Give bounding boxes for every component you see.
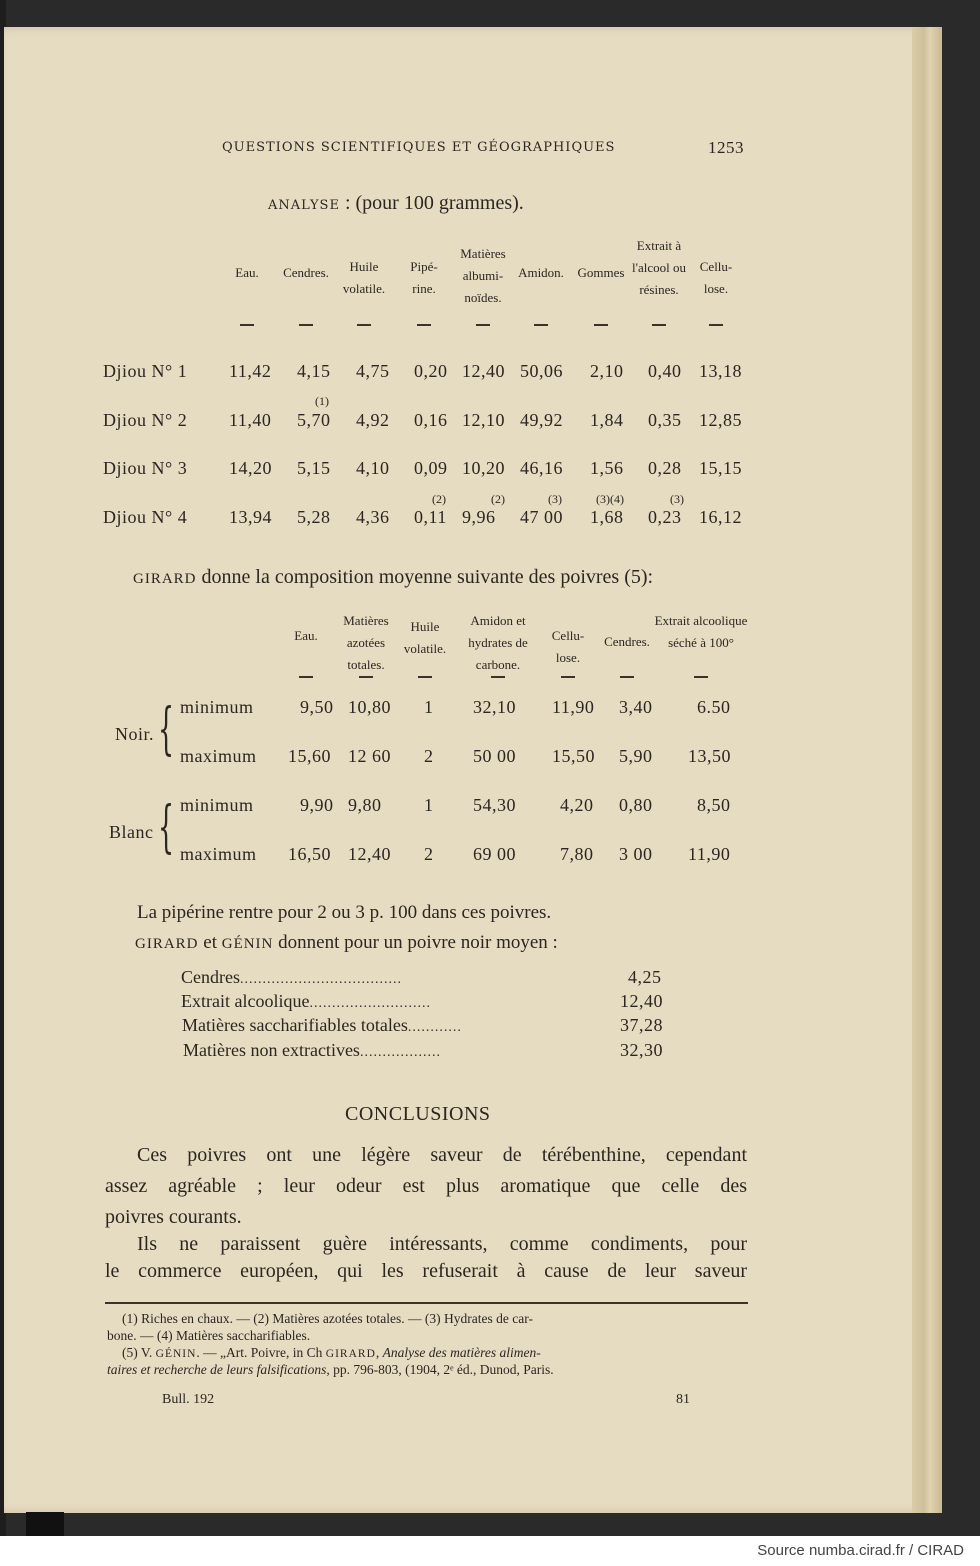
- table1-cell: 12,85: [699, 410, 742, 430]
- table1-cell: 47 00: [520, 507, 563, 527]
- table1-cell: 0,20: [414, 361, 448, 381]
- curly-brace: {: [158, 795, 175, 860]
- table1-col-header: Extrait à l'alcool ou résines.: [632, 238, 686, 297]
- table2-cell: 3,40: [619, 697, 653, 717]
- table2-cell: 9,50: [300, 697, 334, 717]
- table1-col-header: Huile volatile.: [342, 259, 386, 296]
- conclusion-line: poivres courants.: [105, 1206, 242, 1228]
- column-dash: [709, 324, 723, 326]
- table2-cell: 1: [424, 697, 434, 717]
- table2-cell: 3 00: [619, 844, 653, 864]
- table1-cell: 4,10: [356, 458, 390, 478]
- table1-col-header: Cendres.: [283, 265, 329, 280]
- table2-col-header: Extrait alcoolique séché à 100°: [654, 613, 748, 650]
- average-row: [182, 1015, 462, 1036]
- average-row: [183, 1040, 441, 1061]
- table1-cell: 11,40: [229, 410, 272, 430]
- average-value: 12,40: [620, 991, 663, 1011]
- column-dash: [594, 324, 608, 326]
- average-row: [181, 991, 431, 1012]
- table1-cell: 0,09: [414, 458, 448, 478]
- leader-dots: ....................................: [239, 972, 402, 987]
- girard-genin-line: [135, 932, 558, 954]
- table2-row-label: minimum: [180, 795, 254, 815]
- average-row: [181, 967, 402, 988]
- dark-corner: [26, 1512, 64, 1536]
- column-dash: [240, 324, 254, 326]
- table1-col-header: Gommes: [577, 265, 625, 280]
- column-dash: [694, 676, 708, 678]
- table1-cell: 0,35: [648, 410, 682, 430]
- table1-col-header: Cellu- lose.: [699, 259, 733, 296]
- fn3-a: (5) V.: [122, 1345, 156, 1360]
- table1-cell: 15,15: [699, 458, 742, 478]
- table1-cell: 13,94: [229, 507, 272, 527]
- table2-group-label: Noir.: [115, 724, 155, 744]
- table2-cell: 69 00: [473, 844, 516, 864]
- table2-cell: 9,80: [348, 795, 382, 815]
- column-dash: [299, 676, 313, 678]
- table2-row-label: minimum: [180, 697, 254, 717]
- girard-name: GIRARD: [133, 571, 197, 587]
- table1-col-header: Pipé- rine.: [410, 259, 438, 296]
- average-label: Matières non extractives: [183, 1040, 360, 1060]
- table2-cell: 54,30: [473, 795, 516, 815]
- analyse-label: ANALYSE: [268, 198, 340, 213]
- note-marker: (3)(4): [596, 492, 624, 506]
- footnote-line-2: bone. — (4) Matières saccharifiables.: [107, 1328, 311, 1343]
- table1-cell: 16,12: [699, 507, 742, 527]
- table1-col-header: Amidon.: [518, 265, 564, 280]
- table2-cell: 7,80: [560, 844, 594, 864]
- table2-col-header: Amidon et hydrates de carbone.: [468, 613, 528, 672]
- table1-cell: 0,40: [648, 361, 682, 381]
- table2-col-header: Huile volatile.: [403, 619, 447, 656]
- table1-cell: 0,11: [414, 507, 447, 527]
- table1-cell: 4,75: [356, 361, 390, 381]
- table1-row-label: Djiou N° 4: [103, 507, 188, 527]
- footnote-line-4: [107, 1362, 554, 1378]
- table2-col-header: Eau.: [294, 628, 318, 643]
- table2-cell: 9,90: [300, 795, 334, 815]
- table2-cell: 15,60: [288, 746, 331, 766]
- table2-cell: 10,80: [348, 697, 391, 717]
- table1-cell: 12,10: [462, 410, 505, 430]
- table1-col-header: Eau.: [235, 265, 259, 280]
- table2-cell: 2: [424, 746, 434, 766]
- analyse-rest: : (pour 100 grammes).: [339, 192, 524, 214]
- page-stack-edge: [912, 27, 942, 1513]
- table2-cell: 50 00: [473, 746, 516, 766]
- table2-cell: 11,90: [552, 697, 595, 717]
- table1-cell: 5,70: [297, 410, 331, 430]
- fn3-title: Analyse des matières alimen-: [382, 1345, 541, 1360]
- girard-genin-mid: et: [198, 932, 222, 953]
- table2-cell: 13,50: [688, 746, 731, 766]
- table1-cell: 1,68: [590, 507, 624, 527]
- table1-cell: 10,20: [462, 458, 505, 478]
- table2-cell: 2: [424, 844, 434, 864]
- analyse-title: [268, 192, 524, 215]
- table2-row-label: maximum: [180, 746, 257, 766]
- table2-row-label: maximum: [180, 844, 257, 864]
- source-label: Source numba.cirad.fr / CIRAD: [757, 1542, 964, 1559]
- table2-cell: 1: [424, 795, 434, 815]
- table2-cell: 11,90: [688, 844, 731, 864]
- table2-cell: 16,50: [288, 844, 331, 864]
- fn3-girard: GIRARD: [325, 1348, 376, 1360]
- table1-cell: 50,06: [520, 361, 563, 381]
- table2-cell: 8,50: [697, 795, 731, 815]
- column-dash: [359, 676, 373, 678]
- table1-cell: 14,20: [229, 458, 272, 478]
- column-dash: [534, 324, 548, 326]
- table1-cell: 0,23: [648, 507, 682, 527]
- table1-cell: 2,10: [590, 361, 624, 381]
- table2-col-header: Cendres.: [604, 634, 650, 649]
- girard-intro-text: donne la composition moyenne suivante des poivres (5):: [196, 566, 654, 588]
- table1-cell: 4,36: [356, 507, 390, 527]
- table2-col-header: Cellu- lose.: [551, 628, 585, 665]
- conclusions-title: CONCLUSIONS: [345, 1103, 491, 1125]
- table1-cell: 1,56: [590, 458, 624, 478]
- fn3-c: . — „Art. Poivre, in Ch: [196, 1345, 326, 1360]
- table1-cell: 11,42: [229, 361, 272, 381]
- note-marker: (3): [548, 492, 562, 506]
- table1-col-header: Matières albumi- noïdes.: [460, 246, 506, 305]
- table2-col-header: Matières azotées totales.: [343, 613, 389, 672]
- table2-cell: 12,40: [348, 844, 391, 864]
- note-marker: (2): [432, 492, 446, 506]
- column-dash: [561, 676, 575, 678]
- table1-row-label: Djiou N° 2: [103, 410, 188, 430]
- column-dash: [476, 324, 490, 326]
- running-title: QUESTIONS SCIENTIFIQUES ET GÉOGRAPHIQUES: [222, 140, 616, 155]
- leader-dots: ...........................: [309, 996, 431, 1011]
- column-dash: [299, 324, 313, 326]
- fn4-title: taires et recherche de leurs falsifications: [107, 1362, 327, 1377]
- table2-cell: 15,50: [552, 746, 595, 766]
- table1-cell: 12,40: [462, 361, 505, 381]
- piperine-text: La pipérine rentre pour 2 ou 3 p. 100 dans ces poivres.: [137, 902, 552, 923]
- table2-cell: 12 60: [348, 746, 391, 766]
- note-marker: (3): [670, 492, 684, 506]
- table1-cell: 46,16: [520, 458, 563, 478]
- table1-cell: 0,16: [414, 410, 448, 430]
- table1-cell: 13,18: [699, 361, 742, 381]
- column-dash: [418, 676, 432, 678]
- table1-cell: 9,96: [462, 507, 496, 527]
- footnote-line-3: [122, 1345, 541, 1361]
- average-label: Cendres: [181, 967, 240, 987]
- footnote-rule: [105, 1302, 748, 1304]
- table1-cell: 1,84: [590, 410, 624, 430]
- column-dash: [491, 676, 505, 678]
- average-value: 4,25: [628, 967, 662, 987]
- table2-cell: 6.50: [697, 697, 731, 717]
- table2-cell: 32,10: [473, 697, 516, 717]
- column-dash: [357, 324, 371, 326]
- average-label: Extrait alcoolique: [181, 991, 310, 1011]
- column-dash: [620, 676, 634, 678]
- note-marker: (2): [491, 492, 505, 506]
- table1-row-label: Djiou N° 1: [103, 361, 188, 381]
- curly-brace: {: [158, 697, 175, 762]
- fn3-genin: GÉNIN: [155, 1348, 197, 1360]
- conclusion-line: assez agréable ; leur odeur est plus aromatique que celle des: [105, 1175, 747, 1197]
- table2-cell: 0,80: [619, 795, 653, 815]
- source-bar: [0, 1536, 980, 1566]
- page-number: 1253: [708, 138, 744, 157]
- conclusion-line: Ces poivres ont une légère saveur de térébenthine, cependant: [137, 1144, 747, 1166]
- girard-name-2: GIRARD: [135, 936, 199, 952]
- footnote-line-1: (1) Riches en chaux. — (2) Matières azotées totales. — (3) Hydrates de car-: [122, 1311, 533, 1326]
- conclusion-line: le commerce européen, qui les refuserait à cause de leur saveur: [105, 1260, 747, 1282]
- fn3-e: ,: [375, 1345, 383, 1360]
- table2-cell: 4,20: [560, 795, 594, 815]
- girard-intro: [133, 566, 653, 589]
- column-dash: [652, 324, 666, 326]
- table2-group-label: Blanc: [109, 822, 154, 842]
- table2-cell: 5,90: [619, 746, 653, 766]
- column-dash: [417, 324, 431, 326]
- leader-dots: ..................: [359, 1045, 441, 1060]
- table1-row-label: Djiou N° 3: [103, 458, 188, 478]
- leader-dots: ............: [407, 1020, 462, 1035]
- table1-cell: 4,15: [297, 361, 331, 381]
- table1-cell: 0,28: [648, 458, 682, 478]
- signature-number: 81: [676, 1392, 690, 1407]
- girard-genin-rest: donnent pour un poivre noir moyen :: [273, 932, 558, 953]
- table1-cell: 49,92: [520, 410, 563, 430]
- average-value: 37,28: [620, 1015, 663, 1035]
- average-label: Matières saccharifiables totales: [182, 1015, 408, 1035]
- note-marker: (1): [315, 394, 329, 408]
- table1-cell: 5,15: [297, 458, 331, 478]
- average-value: 32,30: [620, 1040, 663, 1060]
- table1-cell: 4,92: [356, 410, 390, 430]
- conclusion-line: Ils ne paraissent guère intéressants, comme condiments, pour: [137, 1233, 747, 1255]
- fn4-rest: , pp. 796-803, (1904, 2ᵉ éd., Dunod, Paris.: [326, 1362, 554, 1377]
- table1-cell: 5,28: [297, 507, 331, 527]
- genin-name: GÉNIN: [221, 936, 274, 952]
- bulletin-number: Bull. 192: [162, 1392, 215, 1407]
